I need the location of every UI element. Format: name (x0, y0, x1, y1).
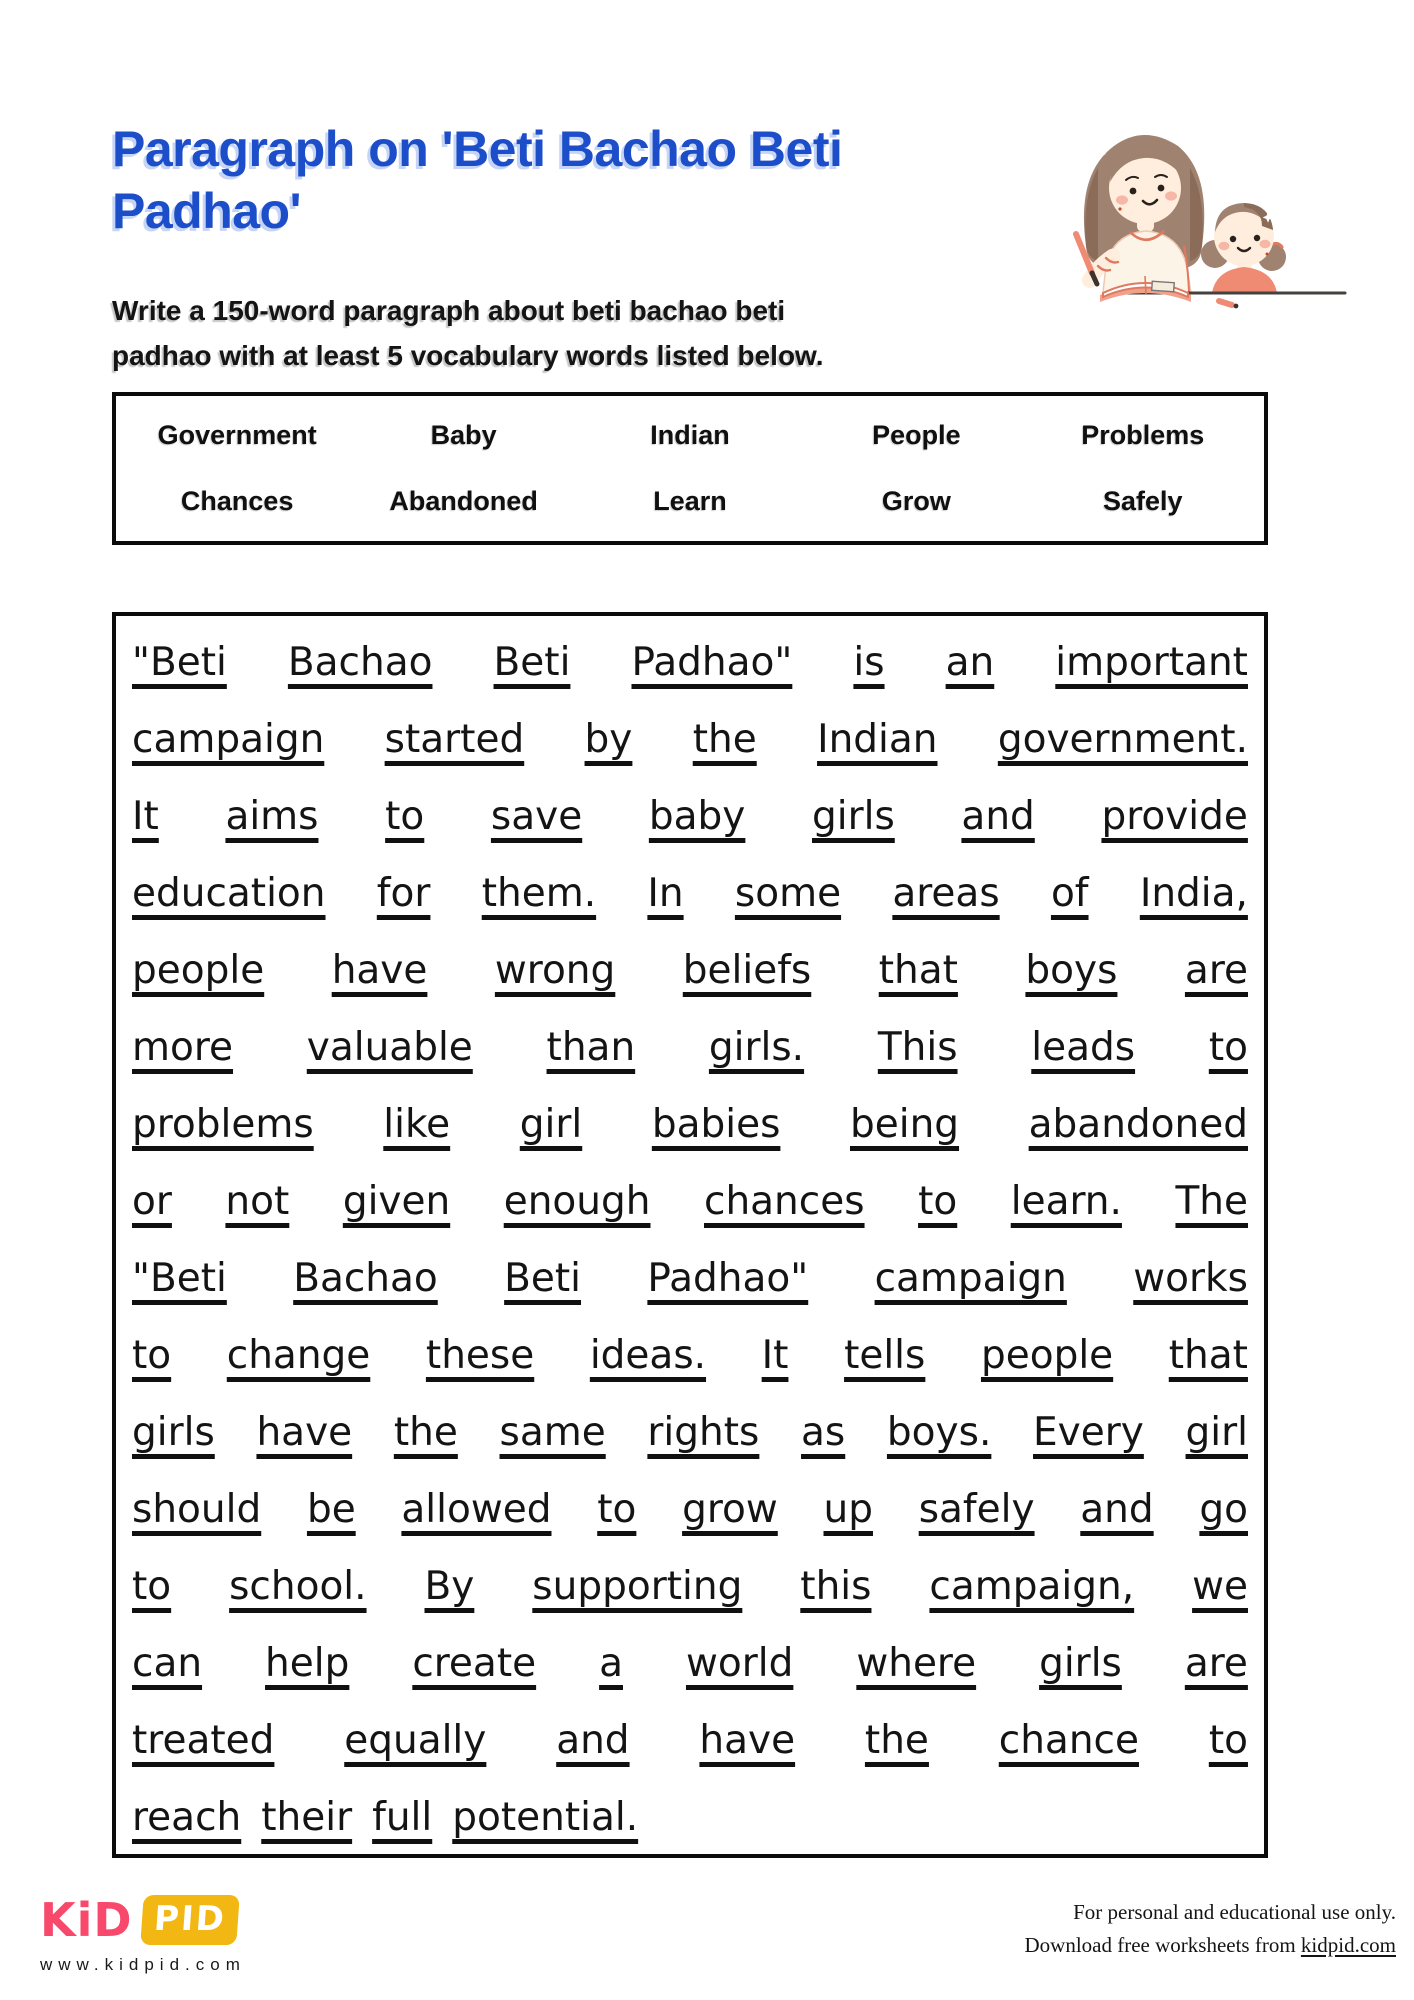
vocab-word: People (872, 419, 961, 450)
paragraph-word: babies (651, 1102, 781, 1147)
paragraph-word: Indian (817, 717, 938, 762)
paragraph-line (132, 1544, 1248, 1621)
kidpid-logo (40, 1893, 246, 1975)
paragraph-word: have (256, 1410, 353, 1455)
vocab-word: Grow (881, 486, 951, 517)
paragraph-word: have (331, 948, 428, 993)
paragraph-word: enough (503, 1179, 651, 1224)
paragraph-line (132, 1390, 1248, 1467)
paragraph-word: be (306, 1487, 356, 1532)
paragraph-word: same (499, 1410, 606, 1455)
paragraph-word: girl (519, 1102, 583, 1147)
paragraph-word: for (376, 871, 431, 916)
paragraph-word: provide (1101, 794, 1248, 839)
paragraph-word: should (132, 1487, 262, 1532)
paragraph-word: is (853, 640, 885, 685)
paragraph-word: to (597, 1487, 637, 1532)
paragraph-word: girls. (708, 1025, 805, 1070)
paragraph-line (132, 1159, 1248, 1236)
paragraph-word: are (1184, 948, 1248, 993)
paragraph-word: "Beti (132, 640, 227, 685)
paragraph-word: started (384, 717, 525, 762)
paragraph-word: we (1192, 1564, 1248, 1609)
paragraph-word: an (945, 640, 995, 685)
paragraph-word: works (1133, 1256, 1248, 1301)
paragraph-word: It (132, 794, 159, 839)
paragraph-word: government. (997, 717, 1248, 762)
page-title (112, 118, 972, 242)
paragraph-word: aims (225, 794, 319, 839)
page-title-line1: Paragraph on 'Beti Bachao Beti (112, 121, 843, 177)
paragraph-word: treated (132, 1718, 275, 1763)
paragraph-word: tells (844, 1333, 926, 1378)
vocab-word: Safely (1103, 486, 1183, 517)
paragraph-word: leads (1031, 1025, 1136, 1070)
paragraph-word: up (823, 1487, 873, 1532)
vocab-word: Abandoned (389, 486, 538, 517)
paragraph-word: them. (481, 871, 597, 916)
logo-website-url: www.kidpid.com (40, 1955, 246, 1974)
paragraph-word: to (132, 1564, 172, 1609)
paragraph-word: the (864, 1718, 929, 1763)
instructions-line1: Write a 150-word paragraph about beti bachao beti (112, 295, 786, 326)
logo-pid-badge: PID (140, 1895, 239, 1945)
paragraph-word: Padhao" (647, 1256, 809, 1301)
paragraph-word: and (556, 1718, 630, 1763)
paragraph-word: like (383, 1102, 451, 1147)
paragraph-word: rights (647, 1410, 760, 1455)
paragraph-word: to (385, 794, 425, 839)
paragraph-word: supporting (532, 1564, 743, 1609)
paragraph-word: to (918, 1179, 958, 1224)
paragraph-word: Bachao (293, 1256, 438, 1301)
vocab-word: Government (157, 419, 317, 450)
paragraph-word: "Beti (132, 1256, 227, 1301)
paragraph-word: girl (1185, 1410, 1248, 1455)
paragraph-word: Every (1033, 1410, 1144, 1455)
paragraph-word: that (878, 948, 958, 993)
paragraph-line (132, 1313, 1248, 1390)
paragraph-word: and (961, 794, 1035, 839)
paragraph-word: campaign (874, 1256, 1067, 1301)
paragraph-word: more (132, 1025, 234, 1070)
paragraph-word: where (856, 1641, 977, 1686)
paragraph-word: equally (344, 1718, 487, 1763)
paragraph-word: grow (682, 1487, 778, 1532)
vocab-word: Baby (430, 419, 497, 450)
paragraph-word: than (546, 1025, 636, 1070)
paragraph-word: safely (918, 1487, 1035, 1532)
paragraph-word: chances (704, 1179, 865, 1224)
paragraph-word: school. (229, 1564, 367, 1609)
paragraph-word: education (132, 871, 326, 916)
paragraph-line (132, 1775, 1248, 1852)
paragraph-word: not (225, 1179, 290, 1224)
paragraph-word: as (801, 1410, 846, 1455)
vocab-word: Learn (653, 486, 727, 517)
paragraph-word: some (734, 871, 842, 916)
paragraph-word: India, (1139, 871, 1248, 916)
paragraph-word: allowed (401, 1487, 552, 1532)
paragraph-word: a (599, 1641, 623, 1686)
usage-note-line2 (1025, 1929, 1397, 1962)
paragraph-word: campaign, (929, 1564, 1135, 1609)
usage-note-line1: For personal and educational use only. (1073, 1900, 1396, 1924)
paragraph-word: Beti (493, 640, 571, 685)
paragraph-word: create (412, 1641, 537, 1686)
paragraph-word: this (800, 1564, 872, 1609)
paragraph-word: By (424, 1564, 475, 1609)
paragraph-word: to (1208, 1718, 1248, 1763)
mother-daughter-illustration (1018, 96, 1348, 314)
vocab-word: Indian (650, 419, 730, 450)
instructions-text (112, 288, 992, 379)
paragraph-word: the (393, 1410, 458, 1455)
usage-note-line2-text: Download free worksheets from (1024, 1932, 1301, 1957)
paragraph-word: learn. (1010, 1179, 1122, 1224)
vocab-word: Chances (180, 486, 294, 517)
paragraph-line (132, 851, 1248, 928)
page-title-line2: Padhao' (112, 183, 301, 239)
paragraph-word: have (699, 1718, 796, 1763)
paragraph-word: baby (648, 794, 746, 839)
paragraph-line (132, 1005, 1248, 1082)
paragraph-word: given (342, 1179, 451, 1224)
paragraph-word: beliefs (682, 948, 812, 993)
paragraph-word: potential. (452, 1795, 639, 1840)
paragraph-line (132, 928, 1248, 1005)
paragraph-line (132, 697, 1248, 774)
paragraph-word: save (490, 794, 583, 839)
paragraph-word: change (226, 1333, 371, 1378)
paragraph-word: Bachao (287, 640, 433, 685)
paragraph-word: people (132, 948, 265, 993)
vocabulary-box (112, 392, 1268, 545)
paragraph-word: problems (132, 1102, 314, 1147)
paragraph-word: people (980, 1333, 1114, 1378)
paragraph-word: boys (1025, 948, 1118, 993)
paragraph-word: girls (812, 794, 895, 839)
paragraph-word: to (132, 1333, 172, 1378)
logo-kid-text: KiD (40, 1893, 133, 1947)
paragraph-word: of (1050, 871, 1089, 916)
paragraph-line (132, 1467, 1248, 1544)
paragraph-word: abandoned (1028, 1102, 1248, 1147)
paragraph-word: can (132, 1641, 203, 1686)
paragraph-line (132, 774, 1248, 851)
paragraph-word: Beti (504, 1256, 582, 1301)
paragraph-line (132, 1082, 1248, 1159)
usage-note (1025, 1896, 1397, 1961)
paragraph-word: This (877, 1025, 958, 1070)
paragraph-word: full (372, 1795, 433, 1840)
paragraph-word: wrong (494, 948, 616, 993)
paragraph-word: by (584, 717, 633, 762)
paragraph-word: or (132, 1179, 172, 1224)
paragraph-word: and (1080, 1487, 1154, 1532)
paragraph-line (132, 620, 1248, 697)
paragraph-line (132, 1621, 1248, 1698)
paragraph-word: campaign (132, 717, 325, 762)
paragraph-word: In (647, 871, 684, 916)
paragraph-line (132, 1698, 1248, 1775)
paragraph-word: reach (132, 1795, 242, 1840)
paragraph-word: help (265, 1641, 350, 1686)
paragraph-line (132, 1236, 1248, 1313)
paragraph-word: world (685, 1641, 794, 1686)
paragraph-word: go (1199, 1487, 1248, 1532)
paragraph-word: boys. (886, 1410, 992, 1455)
vocab-word: Problems (1081, 419, 1205, 450)
paragraph-word: chance (998, 1718, 1139, 1763)
kidpid-link[interactable]: kidpid.com (1300, 1932, 1396, 1957)
paragraph-word: are (1184, 1641, 1248, 1686)
paragraph-word: ideas. (589, 1333, 707, 1378)
paragraph-word: Padhao" (631, 640, 793, 685)
paragraph-word: to (1208, 1025, 1248, 1070)
paragraph-word: areas (892, 871, 1000, 916)
paragraph-word: that (1168, 1333, 1248, 1378)
paragraph-word: these (425, 1333, 535, 1378)
paragraph-word: girls (1039, 1641, 1122, 1686)
paragraph-word: valuable (306, 1025, 473, 1070)
paragraph-word: It (761, 1333, 789, 1378)
paragraph-word: The (1175, 1179, 1248, 1224)
paragraph-word: their (261, 1795, 353, 1840)
paragraph-word: girls (132, 1410, 215, 1455)
instructions-line2: padhao with at least 5 vocabulary words listed below. (112, 340, 824, 372)
paragraph-word: important (1055, 640, 1248, 685)
paragraph-word: the (692, 717, 757, 762)
paragraph-box (112, 612, 1268, 1858)
paragraph-word: being (849, 1102, 960, 1147)
